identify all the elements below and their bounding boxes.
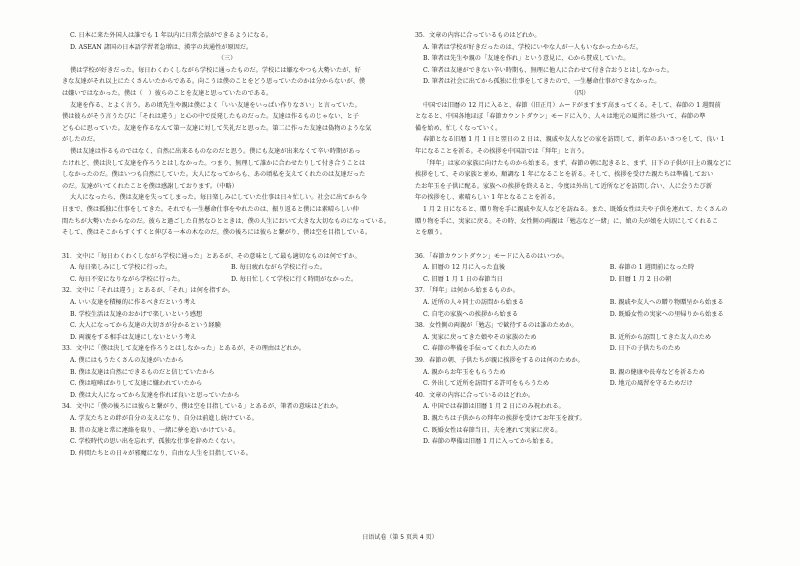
passage-line: とを願う。 (415, 229, 446, 237)
question-34-option-d[interactable]: D. 仲間たちとの日々が邪魔になり、自由な人生を目指している。 (70, 449, 252, 457)
passage-line: 春節となる旧暦 1 月 1 日と翌日の 2 日は、親戚や友人などの家を訪問して、新年のあいさつをして、良い 1 (423, 136, 725, 144)
question-38-option-b[interactable]: B. 近所から訪問してきた友人のため (609, 333, 712, 341)
question-39-option-b[interactable]: B. 親の健康や長寿などを祈るため (609, 368, 705, 376)
question-32-option-a[interactable]: A. いい友達を積極的に作るべきだという考え (70, 299, 196, 307)
question-35-option-c: C. 筆者は友達ができない辛い時期も、無理に他人に合わせて付き合おうとはしなかった。 (423, 66, 673, 74)
passage-line: 僕は友達は作るものではなく、自然に出来るものなのだと思う。僕にも友達が出来なくて辛い時期があっ (70, 147, 361, 155)
passage-line: 年の挨拶をし、素晴らしい 1 年となることを祈る。 (415, 194, 559, 202)
right-column (415, 30, 745, 448)
passage-line: しなかったのだ。僕はいつも自然にしていた。大人になってからも、あの頃私を支えてくれたのは友達だった (62, 171, 366, 179)
passage-line: 大人になったら、僕は友達を失ってしまった。毎日楽しみにしていた仕事は日々忙しい。社会に出てから今 (70, 194, 367, 202)
passage-line: 僕は彼らがそう言うたびに「それは違う」と心の中で反発したものだった。友達は作るものじゃない、と子 (62, 113, 359, 121)
question-39-option-a[interactable]: A. 親からお年玉をもらうため (423, 368, 506, 376)
passage-line: 「拜年」は家の家族に向けたものから始まる。まず、春節の朝に起きると、まず、日下の子供が日上の親などに (423, 159, 732, 167)
question-32-option-d[interactable]: D. 両親をする相手は友達にしないという考え (70, 333, 197, 341)
passage-line: 僕は学校が好きだった。毎日わくわくしながら学校に通ったものだ。学校には嫌なやつも大勢いたが、好 (70, 66, 361, 74)
left-column (62, 30, 392, 459)
page-footer: 日语试卷（第 5 页共 4 页） (362, 534, 438, 541)
section-title-4: （四） (570, 89, 590, 97)
questions-31-34 (62, 251, 392, 460)
passage-line: そして、僕はそこからすくすくと伸びる一本の木なのだ。僕の後ろには彼らと繋がり、僕は空を目指している。 (62, 229, 372, 237)
passage-line: きな友達がそれ以上にたくさんいたからである。向こうは僕のことをどう思っていたのかは分からないが、僕 (62, 78, 366, 86)
questions-36-40 (415, 251, 745, 448)
question-33-stem: 33．文中に「僕は決して友達を作ろうとはしなかった」とあるが、その理由はどれか。 (62, 345, 305, 353)
question-36-option-c[interactable]: C. 旧暦 1 月 1 日の春節当日 (423, 275, 503, 283)
option-row (62, 262, 392, 274)
option-row (62, 274, 392, 286)
question-34-option-c[interactable]: C. 学校時代の思い出を忘れず、孤独な仕事を辞めたくない。 (70, 438, 239, 446)
question-35-stem: 35．文章の内容に合っているものはどれか。 (415, 32, 541, 39)
question-36-option-a[interactable]: A. 旧暦の 12 月に入った直後 (423, 264, 506, 272)
question-34-option-b[interactable]: B. 昔の友達と常に連絡を取り、一緒に夢を追いかけている。 (70, 426, 240, 434)
passage-line: たけれど、僕は決して友達を作ろうとはしなかった。つまり、無理して誰かに合わせたりして付き合うことは (62, 159, 366, 167)
question-37-option-d[interactable]: D. 既婚女性の実家への里帰りから始まる (609, 310, 724, 318)
passage-line: 備を始め、忙しくなっていく。 (415, 124, 502, 132)
question-40-option-d[interactable]: D. 春節の準備は旧暦 1 月に入ってから始まる。 (423, 438, 558, 446)
question-33-option-d[interactable]: D. 僕は大人になってから友達を作れば良いと思っていたから (70, 391, 240, 399)
passage-line: 年になることを祈る。その挨拶を中国語では「拜年」と言う。 (415, 147, 589, 155)
question-36-stem: 36．「春節カウントダウン」モードに入るのはいつか。 (415, 252, 569, 260)
option-row (415, 297, 745, 309)
question-32-option-b[interactable]: B. 学校生活は友達のおかげで楽しいという感想 (70, 310, 203, 318)
passage-line: 日まで、僕は孤独に仕事をしてきた。それでも一生懸命仕事をやれたのは、振り返ると僕には素晴らしい仲 (62, 205, 359, 213)
question-34-option-a[interactable]: A. 学友たちとの絆が自分の支えになり、自分は前進し続けている。 (70, 415, 258, 422)
question-39-option-c[interactable]: C. 外出して近所を訪問する許可をもらうため (423, 380, 550, 388)
passage-3 (62, 65, 392, 239)
question-33-option-b[interactable]: B. 僕は友達は自然にできるものだと信じていたから (70, 368, 215, 376)
option-row (415, 343, 745, 355)
question-37-option-c[interactable]: C. 自宅の家族への挨拶から始まる (423, 310, 519, 318)
question-40-stem: 40．文章の内容に合っているのはどれか。 (415, 391, 535, 399)
passage-line: となると、中国各地ほぼ「春節カウントダウン」モードに入り、人々は地元の風習に基づいて、春節の準 (415, 113, 706, 121)
question-36-option-b[interactable]: B. 春節の 1 週間前になった時 (609, 264, 695, 272)
question-31-option-c[interactable]: C. 毎日不安になりながら学校に行った。 (70, 275, 184, 283)
question-31-option-d[interactable]: D. 毎日忙しくて学校に行く時間がなかった。 (231, 275, 358, 283)
passage-line: のだ。友達がいてくれたことを僕は感謝しております。（中略） (62, 182, 238, 190)
question-39-stem: 39．春節の朝、子供たちが親に挨拶をするのは何のためか。 (415, 357, 584, 365)
question-37-stem: 37．「拜年」は何から始まるものか。 (415, 287, 519, 295)
question-38-option-a[interactable]: A. 実家に戻ってきた娘やその家族のため (423, 333, 537, 341)
option-row (415, 378, 745, 390)
passage-line: 友達を作る、とよく言う。あの頃先生や親は僕によく「いい友達をいっぱい作りなさい」と言っていた。 (70, 101, 361, 109)
passage-line: 間たちが大勢いたからなのだ。彼らと過ごした自然なひとときは、僕の人生において大きな大切なものになっている。 (62, 217, 390, 225)
question-33-option-a[interactable]: A. 僕にはもうたくさんの友達がいたから (70, 357, 184, 365)
question-33-option-c[interactable]: C. 僕は喧嘩ばかりして友達に嫌われていたから (70, 380, 203, 388)
passage-line: 挨拶をして、その家族と並め、順調な 1 年になることを祈る。そして、挨拶を受けた親たちは準備しておい (415, 171, 714, 179)
passage-line: ども心に思っていた。友達を作るなんて第一友達に対して失礼だと思った。第二に作った友達は偽物のような気 (62, 124, 372, 132)
section-title-3: （三） (217, 55, 237, 63)
question-38-option-c[interactable]: C. 春節の準備を手伝ってくれた人のため (423, 345, 537, 353)
question-31-stem: 31．文中に「毎日わくわくしながら学校に通った」とあるが、その意味として最も適切なものは何ですか。 (62, 252, 361, 260)
question-35-option-b: B. 筆者は先生や親の「友達を作れ」という意見に、心から賛成していた。 (423, 55, 630, 63)
passage-line: 贈り物を手に、実家に戻る。その時、女性側の両親は「勉志など一緒」に、娘の夫が娘を大切にしてくれるこ (415, 217, 719, 225)
question-40-option-a[interactable]: A. 中国では春節は旧暦 1 月 2 日にのみ祝われる。 (423, 403, 565, 411)
question-31-option-b[interactable]: B. 毎日疲れながら学校に行った。 (231, 264, 327, 272)
question-31-option-a[interactable]: A. 毎日楽しみにして学校に行った。 (70, 264, 172, 272)
question-36-option-d[interactable]: D. 旧暦 1 月 2 日の朝 (609, 275, 672, 283)
option-row (415, 367, 745, 379)
passage-line: たお年玉を子供に配る。家族への挨拶を終えると、今度は外出して近所などを訪問し合い、人に会うたび新 (415, 182, 712, 190)
question-35-option-d: D. 筆者は社会に出てから孤独に仕事をしてきたので、一生懸命仕事ができなかった。 (423, 78, 661, 86)
prev-option-c: C. 日本に来た外国人は誰でも 1 年以内に日常会話ができるようになる。 (70, 32, 272, 39)
question-39-option-d[interactable]: D. 地元の風習を守るためだけ (609, 380, 693, 388)
question-38-stem: 38．女性側の両親が「勉志」で歓待するのは誰のためか。 (415, 322, 578, 330)
passage-line: は嫌いではなかった。僕は（ ）彼らのことを友達と思っていたのである。 (62, 89, 273, 97)
question-35-option-a: A. 筆者は学校が好きだったのは、学校にいやな人が一人もいなかったからだ。 (423, 43, 642, 51)
question-32-stem: 32．文中に「それは違う」とあるが、「それ」は何を指すか。 (62, 287, 234, 295)
option-row (415, 332, 745, 344)
prev-option-d: D. ASEAN 諸国の日本語学習者急増は、漢字の共通性が原因だ。 (70, 43, 253, 51)
passage-4 (415, 100, 745, 239)
question-40-option-b[interactable]: B. 親たちは子供からの拜年の挨拶を受けてお年玉を渡す。 (423, 415, 586, 422)
question-34-stem: 34．文中に「僕の後ろには彼らと繋がり、僕は空を目指している」とあるが、筆者の意味はどれか。 (62, 403, 343, 411)
passage-line: 中国では旧暦の 12 月に入ると、春節（旧正月）ムードがますます高まってくる。そして、春節の 1 週間前 (423, 101, 721, 109)
passage-line: がしたのだ。 (62, 136, 100, 144)
passage-line: 1 月 2 日になると、贈り物を手に親戚や友人などを訪ねる。また、既婚女性は夫や子供を連れて、たくさんの (423, 205, 728, 213)
question-38-option-d[interactable]: D. 日下の子供たちのため (609, 345, 681, 353)
option-row (415, 262, 745, 274)
question-37-option-a[interactable]: A. 近所の人々同士の訪問から始まる (423, 299, 525, 307)
option-row (415, 274, 745, 286)
question-40-option-c[interactable]: C. 既婚女性は春節当日、夫を連れて実家に戻る。 (423, 426, 562, 434)
question-32-option-c[interactable]: C. 大人になってから友達の大切さが分かるという経験 (70, 322, 221, 330)
question-37-option-b[interactable]: B. 親戚や友人への贈り物贈呈から始まる (609, 299, 724, 307)
option-row (415, 309, 745, 321)
